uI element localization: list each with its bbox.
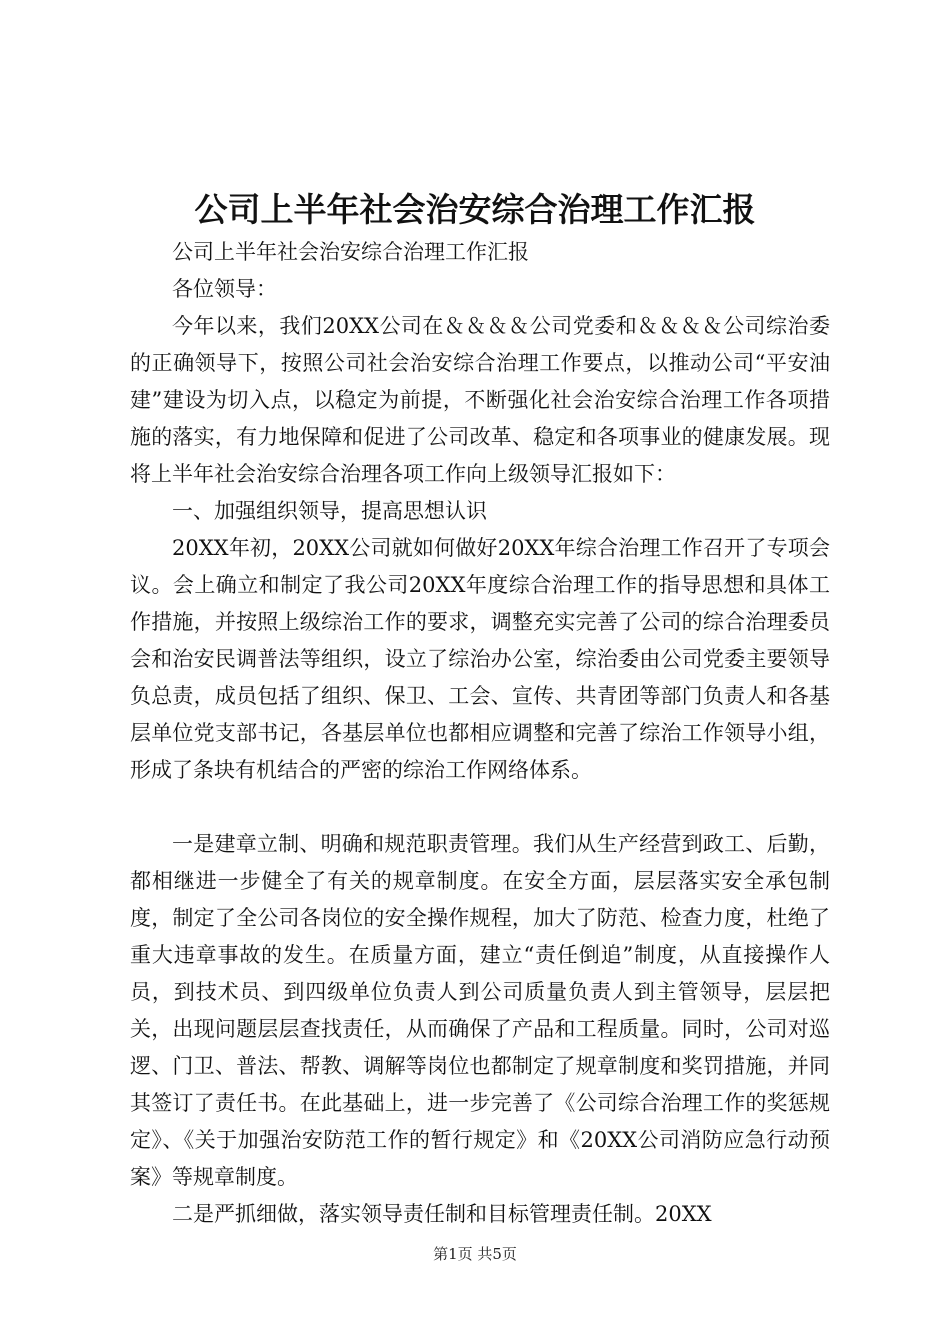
subtitle-paragraph: 公司上半年社会治安综合治理工作汇报: [172, 240, 529, 264]
point-1-paragraph: 一是建章立制、明确和规范职责管理。我们从生产经营到政工、后勤，都相继进一步健全了有关的规章制度。在安全方面，层层落实安全承包制度，制定了全公司各岗位的安全操作规程，加大了防范、检查力度，杜绝了重大违章事故的发生。在质量方面，建立“责任倒追”制度，从直接操作人员，到技术员、到四级单位负责人到公司质量负责人到主管领导，层层把关，出现问题层层查找责任，从而确保了产品和工程质量。同时，公司对巡逻、门卫、普法、帮教、调解等岗位也都制定了规章制度和奖罚措施，并同其签订了责任书。在此基础上，进一步完善了《公司综合治理工作的奖惩规定》、《关于加强治安防范工作的暂行规定》和《20XX公司消防应急行动预案》等规章制度。: [130, 832, 830, 1189]
salutation-paragraph: 各位领导：: [172, 277, 277, 301]
page-number-footer: 第1页 共5页: [433, 1245, 517, 1263]
document-body: [130, 234, 830, 1233]
document-title: 公司上半年社会治安综合治理工作汇报: [194, 190, 756, 229]
section-1-paragraph: 20XX年初，20XX公司就如何做好20XX年综合治理工作召开了专项会议。会上确立和制定了我公司20XX年度综合治理工作的指导思想和具体工作措施，并按照上级综治工作的要求，调整充实完善了公司的综合治理委员会和治安民调普法等组织，设立了综治办公室，综治委由公司党委主要领导负总责，成员包括了组织、保卫、工会、宣传、共青团等部门负责人和各基层单位党支部书记，各基层单位也都相应调整和完善了综治工作领导小组，形成了条块有机结合的严密的综治工作网络体系。: [130, 536, 830, 782]
intro-paragraph: 今年以来，我们20XX公司在＆＆＆＆公司党委和＆＆＆＆公司综治委的正确领导下，按照公司社会治安综合治理工作要点，以推动公司“平安油建”建设为切入点，以稳定为前提，不断强化社会治安综合治理工作各项措施的落实，有力地保障和促进了公司改革、稳定和各项事业的健康发展。现将上半年社会治安综合治理各项工作向上级领导汇报如下：: [130, 314, 830, 486]
section-heading-1: 一、加强组织领导，提高思想认识: [172, 499, 487, 523]
point-2-paragraph: 二是严抓细做，落实领导责任制和目标管理责任制。20XX: [172, 1202, 712, 1226]
